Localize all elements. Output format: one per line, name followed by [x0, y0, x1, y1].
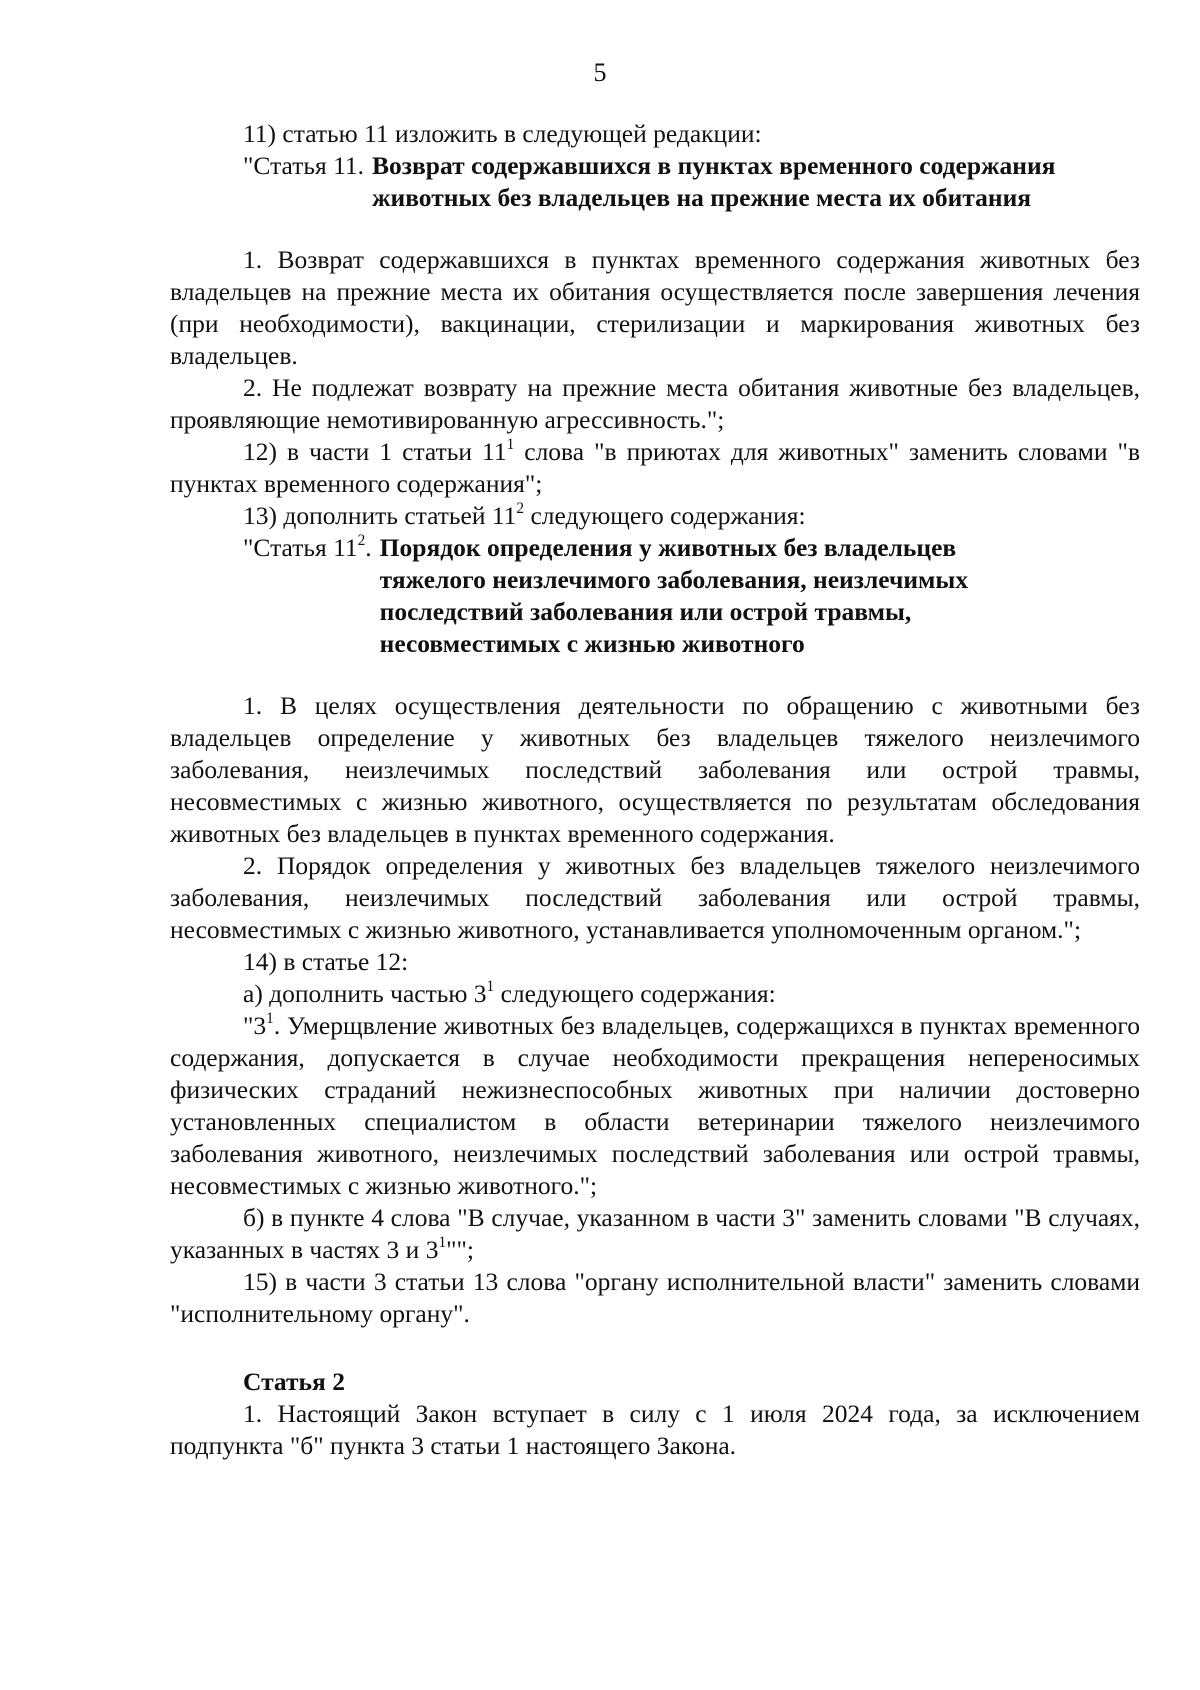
item-12-text-b: слова "в приютах для животных" заменить словами "в пунктах временного содержания";	[170, 437, 1140, 498]
article-11-2-title: Порядок определения у животных без владельцев тяжелого неизлечимого заболевания, неизлечимых последствий заболевания или острой травмы, несовместимых с жизнью животного	[379, 533, 969, 658]
item-14-b-superscript: 1	[438, 1233, 447, 1251]
article-2-label: Статья 2	[243, 1367, 345, 1396]
item-13-text-a: 13) дополнить статьей 11	[243, 501, 517, 530]
part-3-1-text-b: . Умерщвление животных без владельцев, содержащихся в пунктах временного содержания, допускается в случае необходимости прекращения непереносимых физических страданий нежизнеспособных животных при наличии достоверно установленных специалистом в области ветеринарии тяжелого неизлечимого заболевания животного, неизлечимых последствий заболевания или острой травмы, несовместимых с жизнью животного.";	[170, 1011, 1140, 1200]
item-15: 15) в части 3 статьи 13 слова "органу исполнительной власти" заменить словами "исполнительному органу".	[170, 1267, 1140, 1328]
item-14-b-text-a: б) в пункте 4 слова "В случае, указанном в части 3" заменить словами "В случаях, указанных в частях 3 и 3	[170, 1203, 1140, 1264]
part-3-1-text-a: "3	[243, 1011, 267, 1040]
spacer	[170, 1330, 1140, 1366]
item-12-text-a: 12) в части 1 статьи 11	[243, 437, 507, 466]
item-14-b	[170, 1202, 1140, 1266]
document-body	[170, 118, 1140, 1462]
item-14-a-superscript: 1	[486, 977, 495, 995]
article-11-2-prefix-dot: .	[365, 533, 372, 562]
article-11-2-prefix-text: "Статья 11	[243, 533, 358, 562]
item-14-a	[170, 978, 1140, 1010]
part-3-1	[170, 1010, 1140, 1202]
article-11-2-paragraph-2: 2. Порядок определения у животных без владельцев тяжелого неизлечимого заболевания, неизлечимых последствий заболевания или острой травмы, несовместимых с жизнью животного, устанавливается уполномоченным органом.";	[170, 851, 1140, 944]
article-2-paragraph-1: 1. Настоящий Закон вступает в силу с 1 июля 2024 года, за исключением подпункта "б" пункта 3 статьи 1 настоящего Закона.	[170, 1399, 1140, 1460]
article-11-paragraph-1: 1. Возврат содержавшихся в пунктах временного содержания животных без владельцев на прежние места их обитания осуществляется после завершения лечения (при необходимости), вакцинации, стерилизации и маркирования животных без владельцев.	[170, 245, 1140, 370]
item-13-superscript: 2	[516, 499, 525, 517]
article-11-2-prefix-superscript: 2	[357, 531, 366, 549]
item-11-intro: 11) статью 11 изложить в следующей редакции:	[243, 119, 762, 148]
item-14-a-text-b: следующего содержания:	[494, 979, 776, 1008]
item-14-a-text-a: а) дополнить частью 3	[243, 979, 487, 1008]
part-3-1-superscript: 1	[266, 1009, 274, 1027]
item-13	[170, 500, 1140, 532]
item-12	[170, 436, 1140, 500]
item-14: 14) в статье 12:	[243, 947, 409, 976]
item-14-b-text-b: "";	[446, 1235, 475, 1264]
spacer	[170, 214, 1140, 244]
item-12-superscript: 1	[506, 435, 515, 453]
page-number: 5	[593, 58, 607, 87]
article-11-2-prefix	[243, 532, 380, 564]
article-11-2-heading	[243, 532, 1140, 660]
article-11-paragraph-2: 2. Не подлежат возврату на прежние места обитания животные без владельцев, проявляющие немотивированную агрессивность.";	[170, 373, 1140, 434]
spacer	[170, 660, 1140, 690]
item-13-text-b: следующего содержания:	[524, 501, 806, 530]
article-11-2-paragraph-1: 1. В целях осуществления деятельности по обращению с животными без владельцев определение у животных без владельцев тяжелого неизлечимого заболевания, неизлечимых последствий заболевания или острой травмы, несовместимых с жизнью животного, осуществляется по результатам обследования животных без владельцев в пунктах временного содержания.	[170, 691, 1140, 848]
article-11-prefix: "Статья 11.	[243, 151, 365, 180]
article-11-title: Возврат содержавшихся в пунктах временного содержания животных без владельцев на прежние места их обитания	[372, 151, 1056, 212]
article-11-heading	[243, 150, 1140, 214]
